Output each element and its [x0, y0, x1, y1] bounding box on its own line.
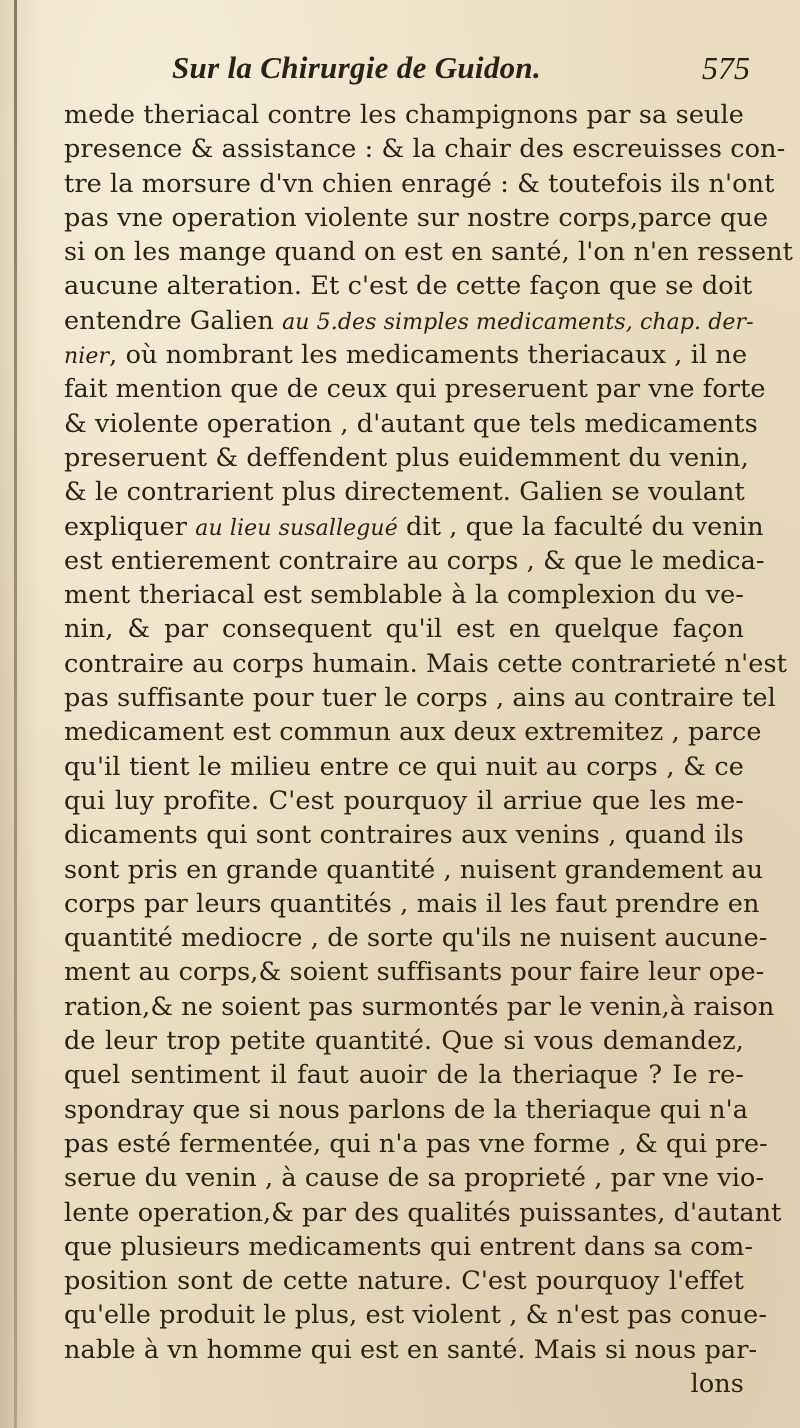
- text-segment: si on les mange quand on est en santé, l'on n'en ressent: [64, 237, 794, 268]
- text-segment: spondray que si nous parlons de la theriaque qui n'a: [64, 1094, 749, 1125]
- text-segment: expliquer: [64, 511, 196, 542]
- text-segment: que plusieurs medicaments qui entrent dans sa com-: [64, 1231, 754, 1262]
- text-line: [64, 612, 744, 646]
- binding-gutter: [14, 0, 17, 1428]
- text-segment: nable à vn homme qui est en santé. Mais si nous par-: [64, 1334, 758, 1365]
- text-segment: sont pris en grande quantité , nuisent grandement au: [64, 854, 764, 885]
- text-line: [64, 1127, 768, 1161]
- running-head: [64, 48, 750, 98]
- text-segment: corps par leurs quantités , mais il les faut prendre en: [64, 888, 760, 919]
- text-segment: nin, & par consequent qu'il est en quelque façon: [64, 614, 744, 645]
- text-segment: medicament est commun aux deux extremitez , parce: [64, 717, 762, 748]
- text-line: [64, 1230, 754, 1264]
- body-text: [64, 98, 794, 1401]
- text-line: [64, 750, 744, 784]
- text-segment: entendre Galien: [64, 305, 283, 336]
- italic-citation: au lieu susallegué: [195, 515, 398, 541]
- text-line: [64, 1161, 765, 1195]
- text-line: [64, 1367, 744, 1401]
- text-line: [64, 715, 762, 749]
- text-segment: qu'il tient le milieu entre ce qui nuit au corps , & ce: [64, 751, 744, 782]
- text-line: [64, 921, 768, 955]
- running-head-title: Sur la Chirurgie de Guidon.: [172, 50, 542, 85]
- text-line: [64, 1058, 744, 1092]
- text-line: [64, 578, 744, 612]
- text-line: [64, 269, 753, 303]
- text-line: [64, 647, 787, 681]
- text-segment: ment theriacal est semblable à la complexion du ve-: [64, 580, 744, 611]
- text-line: [64, 441, 749, 475]
- text-line: [64, 1024, 744, 1058]
- text-segment: position sont de cette nature. C'est pourquoy l'effet: [64, 1266, 744, 1297]
- italic-citation: nier: [64, 344, 110, 370]
- text-line: [64, 1093, 749, 1127]
- text-segment: presence & assistance : & la chair des escreuisses con-: [64, 134, 786, 165]
- text-segment: quel sentiment il faut auoir de la theriaque ? Ie re-: [64, 1060, 744, 1091]
- text-line: [64, 475, 744, 509]
- text-segment: lons: [690, 1368, 744, 1399]
- text-segment: dicaments qui sont contraires aux venins , quand ils: [64, 820, 744, 851]
- text-segment: & violente operation , d'autant que tels medicaments: [64, 408, 758, 439]
- text-segment: & le contrarient plus directement. Galien se voulant: [64, 477, 745, 508]
- text-segment: quantité mediocre , de sorte qu'ils ne nuisent aucune-: [64, 923, 768, 954]
- text-line: [64, 98, 744, 132]
- text-segment: mede theriacal contre les champignons par sa seule: [64, 100, 744, 130]
- text-segment: qui luy profite. C'est pourquoy il arriue que les me-: [64, 785, 744, 816]
- text-segment: ration,& ne soient pas surmontés par le venin,à raison: [64, 991, 775, 1022]
- text-line: [64, 544, 765, 578]
- text-line: [64, 235, 794, 269]
- text-segment: serue du venin , à cause de sa proprieté , par vne vio-: [64, 1163, 765, 1194]
- text-line: [64, 304, 754, 338]
- text-line: [64, 818, 744, 852]
- text-segment: est entierement contraire au corps , & que le medica-: [64, 545, 765, 576]
- book-page: [64, 48, 794, 1401]
- italic-citation: au 5.des simples medicaments, chap. der-: [282, 309, 754, 335]
- text-line: [64, 1196, 782, 1230]
- text-line: [64, 510, 764, 544]
- text-line: [64, 955, 765, 989]
- text-line: [64, 887, 760, 921]
- text-segment: pas esté fermentée, qui n'a pas vne forme , & qui pre-: [64, 1128, 768, 1159]
- text-segment: preseruent & deffendent plus euidemment du venin,: [64, 442, 749, 473]
- text-segment: pas vne operation violente sur nostre corps,parce que: [64, 202, 769, 233]
- text-line: [64, 1333, 758, 1367]
- text-segment: , où nombrant les medicaments theriacaux , il ne: [109, 340, 748, 371]
- text-segment: lente operation,& par des qualités puissantes, d'autant: [64, 1197, 782, 1228]
- text-segment: de leur trop petite quantité. Que si vous demandez,: [64, 1026, 744, 1057]
- text-segment: pas suffisante pour tuer le corps , ains au contraire tel: [64, 683, 776, 714]
- text-line: [64, 784, 744, 818]
- text-line: [64, 201, 769, 235]
- text-segment: tre la morsure d'vn chien enragé : & toutefois ils n'ont: [64, 168, 775, 199]
- text-segment: ment au corps,& soient suffisants pour faire leur ope-: [64, 957, 765, 988]
- text-segment: dit , que la faculté du venin: [397, 511, 764, 542]
- text-segment: qu'elle produit le plus, est violent , & n'est pas conue-: [64, 1300, 768, 1331]
- text-line: [64, 990, 775, 1024]
- text-line: [64, 1264, 744, 1298]
- text-line: [64, 853, 764, 887]
- text-line: [64, 338, 748, 372]
- text-line: [64, 407, 758, 441]
- text-line: [64, 681, 776, 715]
- text-line: [64, 132, 786, 166]
- text-line: [64, 167, 775, 201]
- text-line: [64, 1298, 768, 1332]
- text-line: [64, 372, 766, 406]
- text-segment: aucune alteration. Et c'est de cette façon que se doit: [64, 271, 753, 302]
- text-segment: fait mention que de ceux qui preseruent par vne forte: [64, 374, 766, 405]
- page-number: 575: [702, 50, 750, 86]
- text-segment: contraire au corps humain. Mais cette contrarieté n'est: [64, 648, 787, 679]
